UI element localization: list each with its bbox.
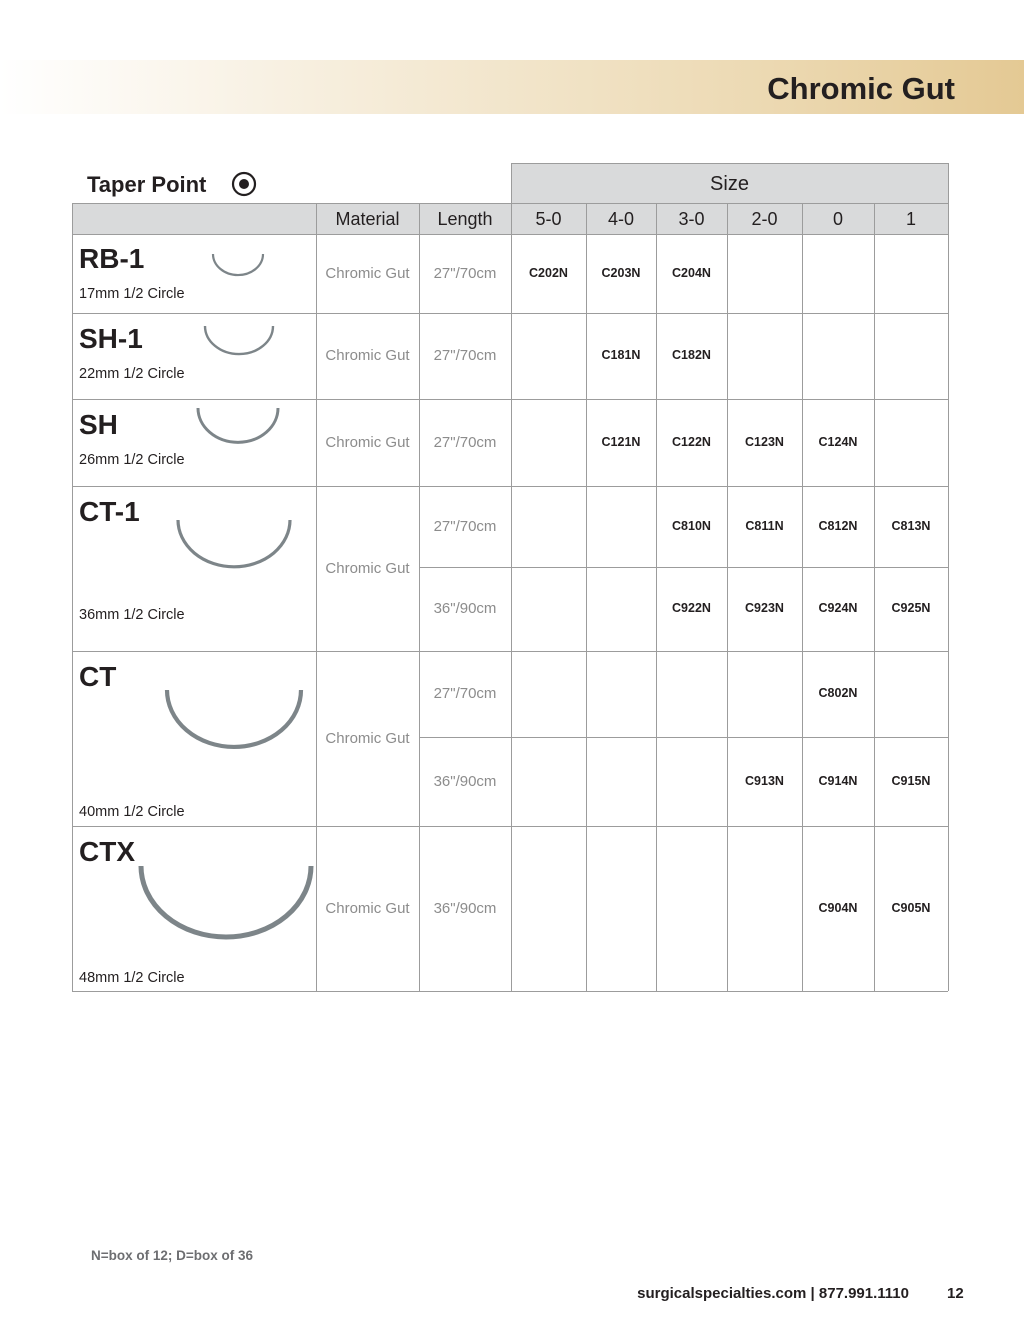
product-code: C181N — [601, 348, 641, 362]
grid-line — [72, 234, 948, 235]
product-code: C923N — [745, 601, 784, 615]
product-code: C813N — [891, 518, 931, 533]
grid-line — [511, 163, 512, 234]
material-cell: Chromic Gut — [325, 899, 410, 917]
length-cell: 27"/70cm — [433, 685, 497, 702]
grid-line — [72, 203, 948, 204]
grid-line — [72, 651, 948, 652]
product-code: C122N — [672, 434, 711, 449]
product-code: C925N — [891, 601, 931, 615]
product-code: C905N — [891, 900, 931, 915]
grid-line — [72, 991, 948, 992]
length-cell: 27"/70cm — [433, 347, 497, 364]
size-column-header: 0 — [832, 209, 843, 229]
section-title: Taper Point — [87, 172, 207, 197]
grid-line — [419, 737, 948, 738]
needle-description: 36mm 1/2 Circle — [79, 607, 185, 623]
needle-description: 26mm 1/2 Circle — [79, 452, 185, 468]
product-code: C802N — [818, 686, 858, 700]
column-header-material: Material — [335, 209, 400, 229]
size-column-header: 3-0 — [678, 209, 705, 229]
length-cell: 36"/90cm — [433, 600, 497, 617]
needle-name: CTX — [79, 836, 135, 867]
needle-curve-icon — [170, 516, 298, 588]
length-cell: 27"/70cm — [433, 433, 497, 451]
needle-description: 40mm 1/2 Circle — [79, 804, 185, 820]
grid-line — [72, 486, 948, 487]
grid-line — [802, 203, 803, 991]
product-code: C810N — [672, 518, 711, 533]
length-cell: 27"/70cm — [433, 264, 497, 282]
product-code: C202N — [529, 265, 568, 280]
grid-line — [586, 203, 587, 991]
product-code: C121N — [601, 434, 641, 449]
grid-line — [419, 203, 420, 991]
needle-curve-icon — [158, 686, 310, 772]
footnote: N=box of 12; D=box of 36 — [91, 1248, 254, 1263]
needle-description: 22mm 1/2 Circle — [79, 366, 185, 382]
column-header-length: Length — [437, 209, 493, 229]
length-cell: 36"/90cm — [433, 899, 497, 917]
product-code: C812N — [818, 518, 858, 533]
grid-line — [511, 163, 948, 164]
product-code: C922N — [672, 601, 711, 615]
needle-name: SH — [79, 409, 118, 440]
product-code: C924N — [818, 601, 858, 615]
product-code: C914N — [818, 773, 858, 788]
length-cell: 36"/90cm — [433, 772, 497, 790]
grid-line — [511, 234, 512, 991]
grid-line — [419, 567, 948, 568]
needle-description: 17mm 1/2 Circle — [79, 286, 185, 302]
title-banner — [0, 60, 1024, 114]
material-cell: Chromic Gut — [325, 347, 410, 364]
needle-description: 48mm 1/2 Circle — [79, 970, 185, 986]
material-cell: Chromic Gut — [325, 559, 410, 577]
product-code: C123N — [745, 434, 784, 449]
grid-line — [727, 203, 728, 991]
needle-name: CT — [79, 661, 117, 692]
needle-curve-icon — [205, 250, 271, 290]
size-column-header: 1 — [905, 209, 916, 229]
material-cell: Chromic Gut — [325, 264, 410, 282]
footer-contact: surgicalspecialties.com | 877.991.1110 — [637, 1285, 909, 1302]
grid-line — [72, 826, 948, 827]
page-title: Chromic Gut — [767, 71, 955, 106]
material-cell: Chromic Gut — [325, 729, 410, 747]
page-number: 12 — [947, 1285, 964, 1302]
size-column-header: 5-0 — [535, 209, 562, 229]
material-cell: Chromic Gut — [325, 433, 410, 451]
grid-line — [72, 313, 948, 314]
size-column-header: 2-0 — [751, 209, 778, 229]
product-code: C913N — [745, 773, 784, 788]
needle-curve-icon — [132, 862, 320, 966]
product-code: C204N — [672, 265, 711, 280]
size-column-header: 4-0 — [607, 209, 634, 229]
product-code: C203N — [601, 265, 641, 280]
size-header: Size — [710, 173, 749, 195]
needle-name: CT-1 — [79, 496, 140, 527]
grid-line — [656, 203, 657, 991]
needle-curve-icon — [198, 322, 280, 372]
product-code: C124N — [818, 434, 858, 449]
needle-name: SH-1 — [79, 323, 143, 354]
product-code: C915N — [891, 773, 931, 788]
needle-name: RB-1 — [79, 243, 145, 274]
grid-line — [72, 399, 948, 400]
product-code: C182N — [672, 348, 711, 362]
product-code: C811N — [745, 518, 784, 533]
taper-point-icon — [231, 171, 257, 197]
length-cell: 27"/70cm — [433, 517, 497, 535]
needle-curve-icon — [190, 404, 286, 462]
grid-line — [948, 163, 949, 991]
grid-line — [874, 203, 875, 991]
product-code: C904N — [818, 900, 858, 915]
grid-line — [72, 203, 73, 991]
